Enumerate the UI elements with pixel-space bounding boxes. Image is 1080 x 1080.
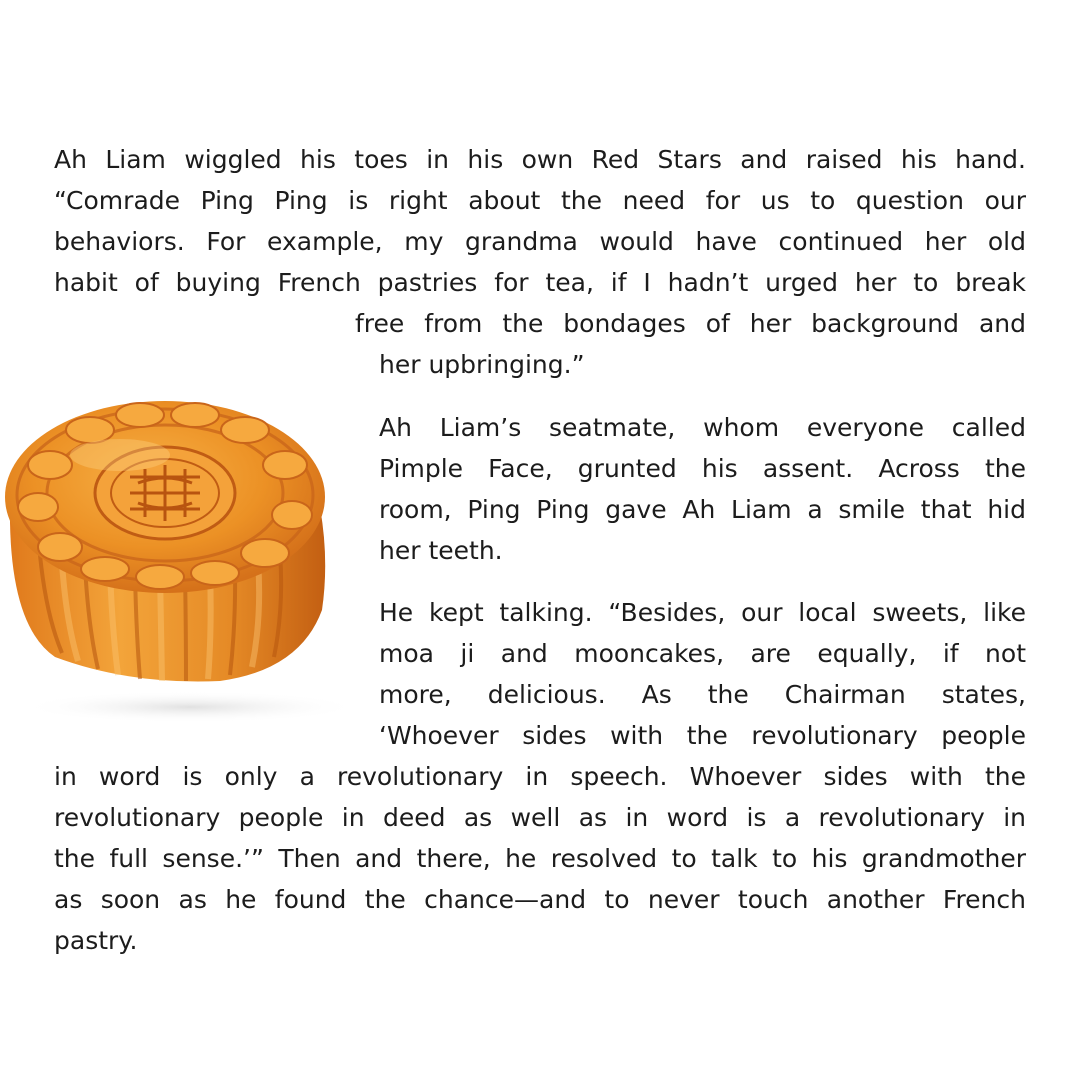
text-line: moa ji and mooncakes, are equally, if not xyxy=(379,639,1026,668)
text-line: Pimple Face, grunted his assent. Across the xyxy=(379,454,1026,483)
text-line: behaviors. For example, my grandma would have continued her old xyxy=(54,227,1026,256)
text-line: free from the bondages of her background and xyxy=(355,309,1026,338)
text-line: as soon as he found the chance—and to never touch another French xyxy=(54,885,1026,914)
text-line: revolutionary people in deed as well as in word is a revolutionary in xyxy=(54,803,1026,832)
text-line: ‘Whoever sides with the revolutionary people xyxy=(379,721,1026,750)
text-line: Ah Liam’s seatmate, whom everyone called xyxy=(379,413,1026,442)
mooncake-image xyxy=(0,385,350,725)
text-line: room, Ping Ping gave Ah Liam a smile that hid xyxy=(379,495,1026,524)
text-line: “Comrade Ping Ping is right about the need for us to question our xyxy=(54,186,1026,215)
text-line: her teeth. xyxy=(379,536,503,565)
text-line: the full sense.’” Then and there, he resolved to talk to his grandmother xyxy=(54,844,1026,873)
text-line: pastry. xyxy=(54,926,138,955)
text-line: habit of buying French pastries for tea, if I hadn’t urged her to break xyxy=(54,268,1026,297)
text-line: He kept talking. “Besides, our local sweets, like xyxy=(379,598,1026,627)
text-line: more, delicious. As the Chairman states, xyxy=(379,680,1026,709)
text-line: Ah Liam wiggled his toes in his own Red Stars and raised his hand. xyxy=(54,145,1026,174)
text-line: her upbringing.” xyxy=(379,350,585,379)
text-line: in word is only a revolutionary in speech. Whoever sides with the xyxy=(54,762,1026,791)
